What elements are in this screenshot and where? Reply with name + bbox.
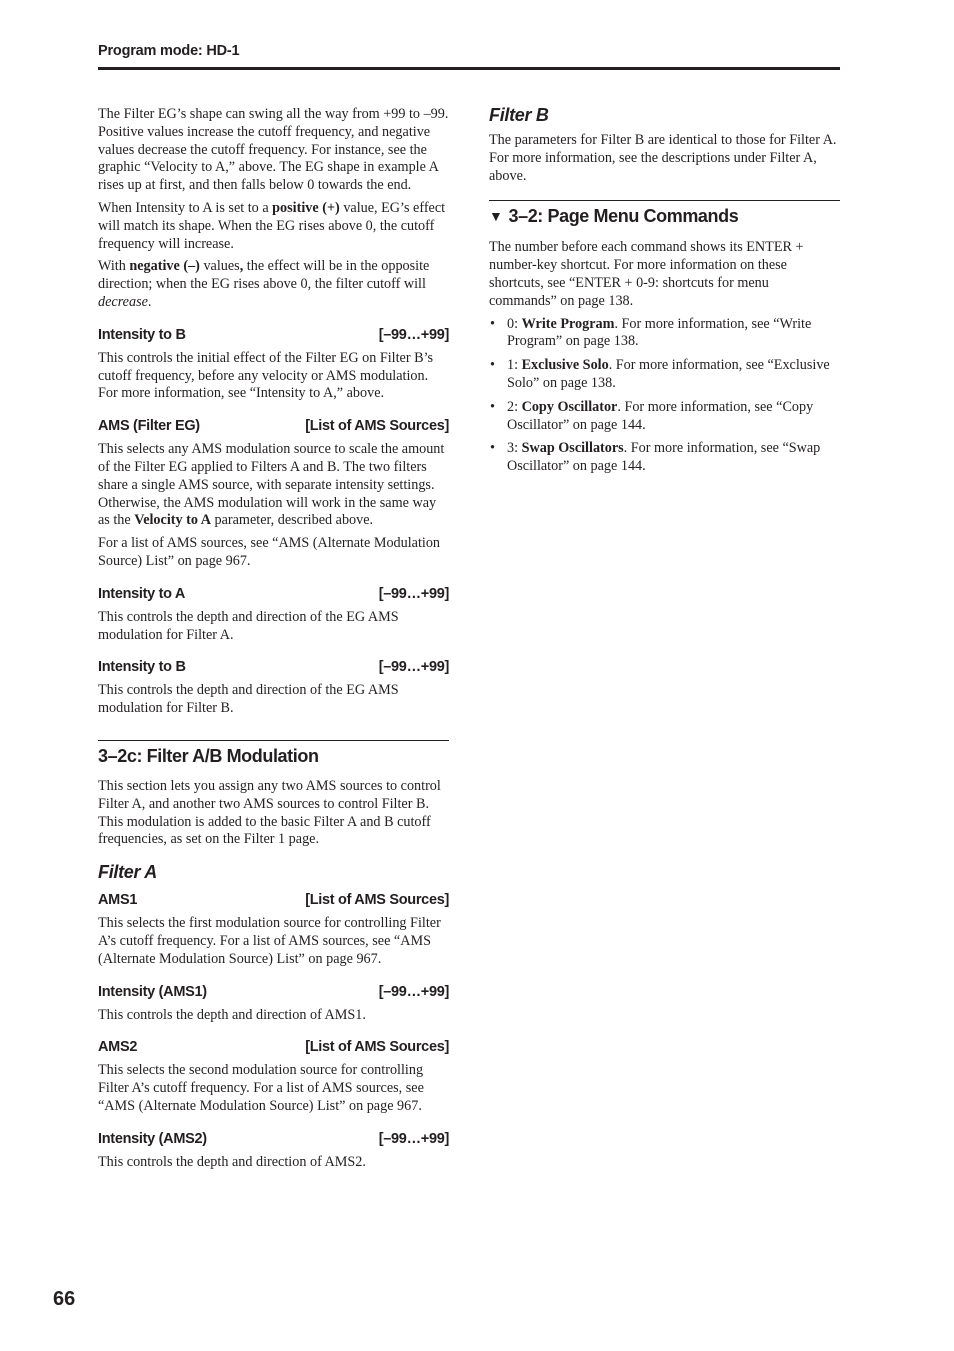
intro-paragraph-1: The Filter EG’s shape can swing all the way from +99 to –99. Positive values increase the cutoff frequency, and negative values decrease the cutoff frequency. For instance, see the graphic “Velocity to A,” above. The EG shape in example A rises up at first, and then falls below 0 towards the end. xyxy=(98,106,449,194)
list-item: • 1: Exclusive Solo. For more information, see “Exclusive Solo” on page 138. xyxy=(490,357,830,391)
right-column xyxy=(489,104,840,482)
list-item: • 0: Write Program. For more information, see “Write Program” on page 138. xyxy=(490,315,812,350)
section-rule xyxy=(98,740,449,741)
param-heading-intensity-ams2: Intensity (AMS2) [–99…+99] xyxy=(98,1130,449,1147)
subsection-title-filter-b: Filter B xyxy=(489,105,549,125)
filter-b-desc: The parameters for Filter B are identical to those for Filter A. For more information, see the descriptions under Filter A, above. xyxy=(489,132,837,184)
intro-paragraph-3: With negative (–) values, the effect will be in the opposite direction; when the EG rises above 0, the filter cutoff will decrease. xyxy=(98,258,430,310)
param-heading-ams2: AMS2 [List of AMS Sources] xyxy=(98,1039,449,1056)
bullet-icon: • xyxy=(490,398,495,415)
list-item: • 3: Swap Oscillators. For more information, see “Swap Oscillator” on page 144. xyxy=(490,440,821,475)
param-desc-intensity-to-b: This controls the initial effect of the Filter EG on Filter B’s cutoff frequency, before any velocity or AMS modulation. For more information, see “Intensity to A,” above. xyxy=(98,349,434,402)
left-column xyxy=(98,106,449,1176)
param-desc-ams1: This selects the first modulation source for controlling Filter A’s cutoff frequency. For a list of AMS sources, see “AMS (Alternate Modulation Source) List” on page 967. xyxy=(98,915,441,967)
param-heading-intensity-to-b: Intensity to B [–99…+99] xyxy=(98,326,449,343)
page-number: 66 xyxy=(53,1288,76,1310)
decrease-term: decrease xyxy=(98,293,148,310)
command-list xyxy=(489,316,840,476)
page-menu-desc: The number before each command shows its ENTER + number-key shortcut. For more information on these shortcuts, see “ENTER + 0-9: shortcuts for menu commands” on page 138. xyxy=(489,239,804,309)
header-rule xyxy=(98,67,840,70)
page-header-title: Program mode: HD-1 xyxy=(98,43,240,59)
param-heading-intensity-to-b-ams: Intensity to B [–99…+99] xyxy=(98,659,449,676)
bullet-icon: • xyxy=(490,440,495,457)
param-desc-intensity-to-b-ams: This controls the depth and direction of the EG AMS modulation for Filter B. xyxy=(98,682,399,717)
param-heading-intensity-ams1: Intensity (AMS1) [–99…+99] xyxy=(98,983,449,1000)
positive-term: positive (+) xyxy=(272,199,340,216)
intro-paragraph-2: When Intensity to A is set to a positive (+) value, EG’s effect will match its shape. When the EG rises above 0, the cutoff frequency will increase. xyxy=(98,199,446,252)
param-desc-ams-filter-eg: This selects any AMS modulation source to scale the amount of the Filter EG applied to Filters A and B. The two filters share a single AMS source, with separate intensity settings. Otherwise, the AMS modulation will work in the same way as the Velocity to A parameter, described above. xyxy=(98,441,445,529)
param-desc-intensity-to-a-ams: This controls the depth and direction of the EG AMS modulation for Filter A. xyxy=(98,608,399,643)
list-item: • 2: Copy Oscillator. For more information, see “Copy Oscillator” on page 144. xyxy=(490,398,814,433)
bullet-icon: • xyxy=(490,315,495,332)
section-rule-page-menu xyxy=(489,200,840,201)
param-desc-ams-filter-eg-ref: For a list of AMS sources, see “AMS (Alternate Modulation Source) List” on page 967. xyxy=(98,535,441,569)
param-desc-ams2: This selects the second modulation source for controlling Filter A’s cutoff frequency. For a list of AMS sources, see “AMS (Alternate Modulation Source) List” on page 967. xyxy=(98,1062,424,1114)
param-heading-ams1: AMS1 [List of AMS Sources] xyxy=(98,892,449,909)
triangle-down-icon: ▼ xyxy=(489,208,503,225)
section-desc-filter-ab-modulation: This section lets you assign any two AMS sources to control Filter A, and another two AMS sources to control Filter B. This modulation is added to the basic Filter A and B cutoff frequencies, as set on the Filter 1 page. xyxy=(98,777,441,848)
section-title-filter-ab-modulation: 3–2c: Filter A/B Modulation xyxy=(98,745,319,766)
negative-term: negative (–) xyxy=(129,258,200,275)
param-heading-intensity-to-a-ams: Intensity to A [–99…+99] xyxy=(98,585,449,602)
param-desc-intensity-ams1: This controls the depth and direction of AMS1. xyxy=(98,1006,366,1023)
section-title-page-menu-commands: ▼ 3–2: Page Menu Commands xyxy=(489,206,739,227)
param-heading-ams-filter-eg: AMS (Filter EG) [List of AMS Sources] xyxy=(98,418,449,435)
param-desc-intensity-ams2: This controls the depth and direction of AMS2. xyxy=(98,1153,366,1170)
bullet-icon: • xyxy=(490,357,495,374)
subsection-title-filter-a: Filter A xyxy=(98,862,157,883)
